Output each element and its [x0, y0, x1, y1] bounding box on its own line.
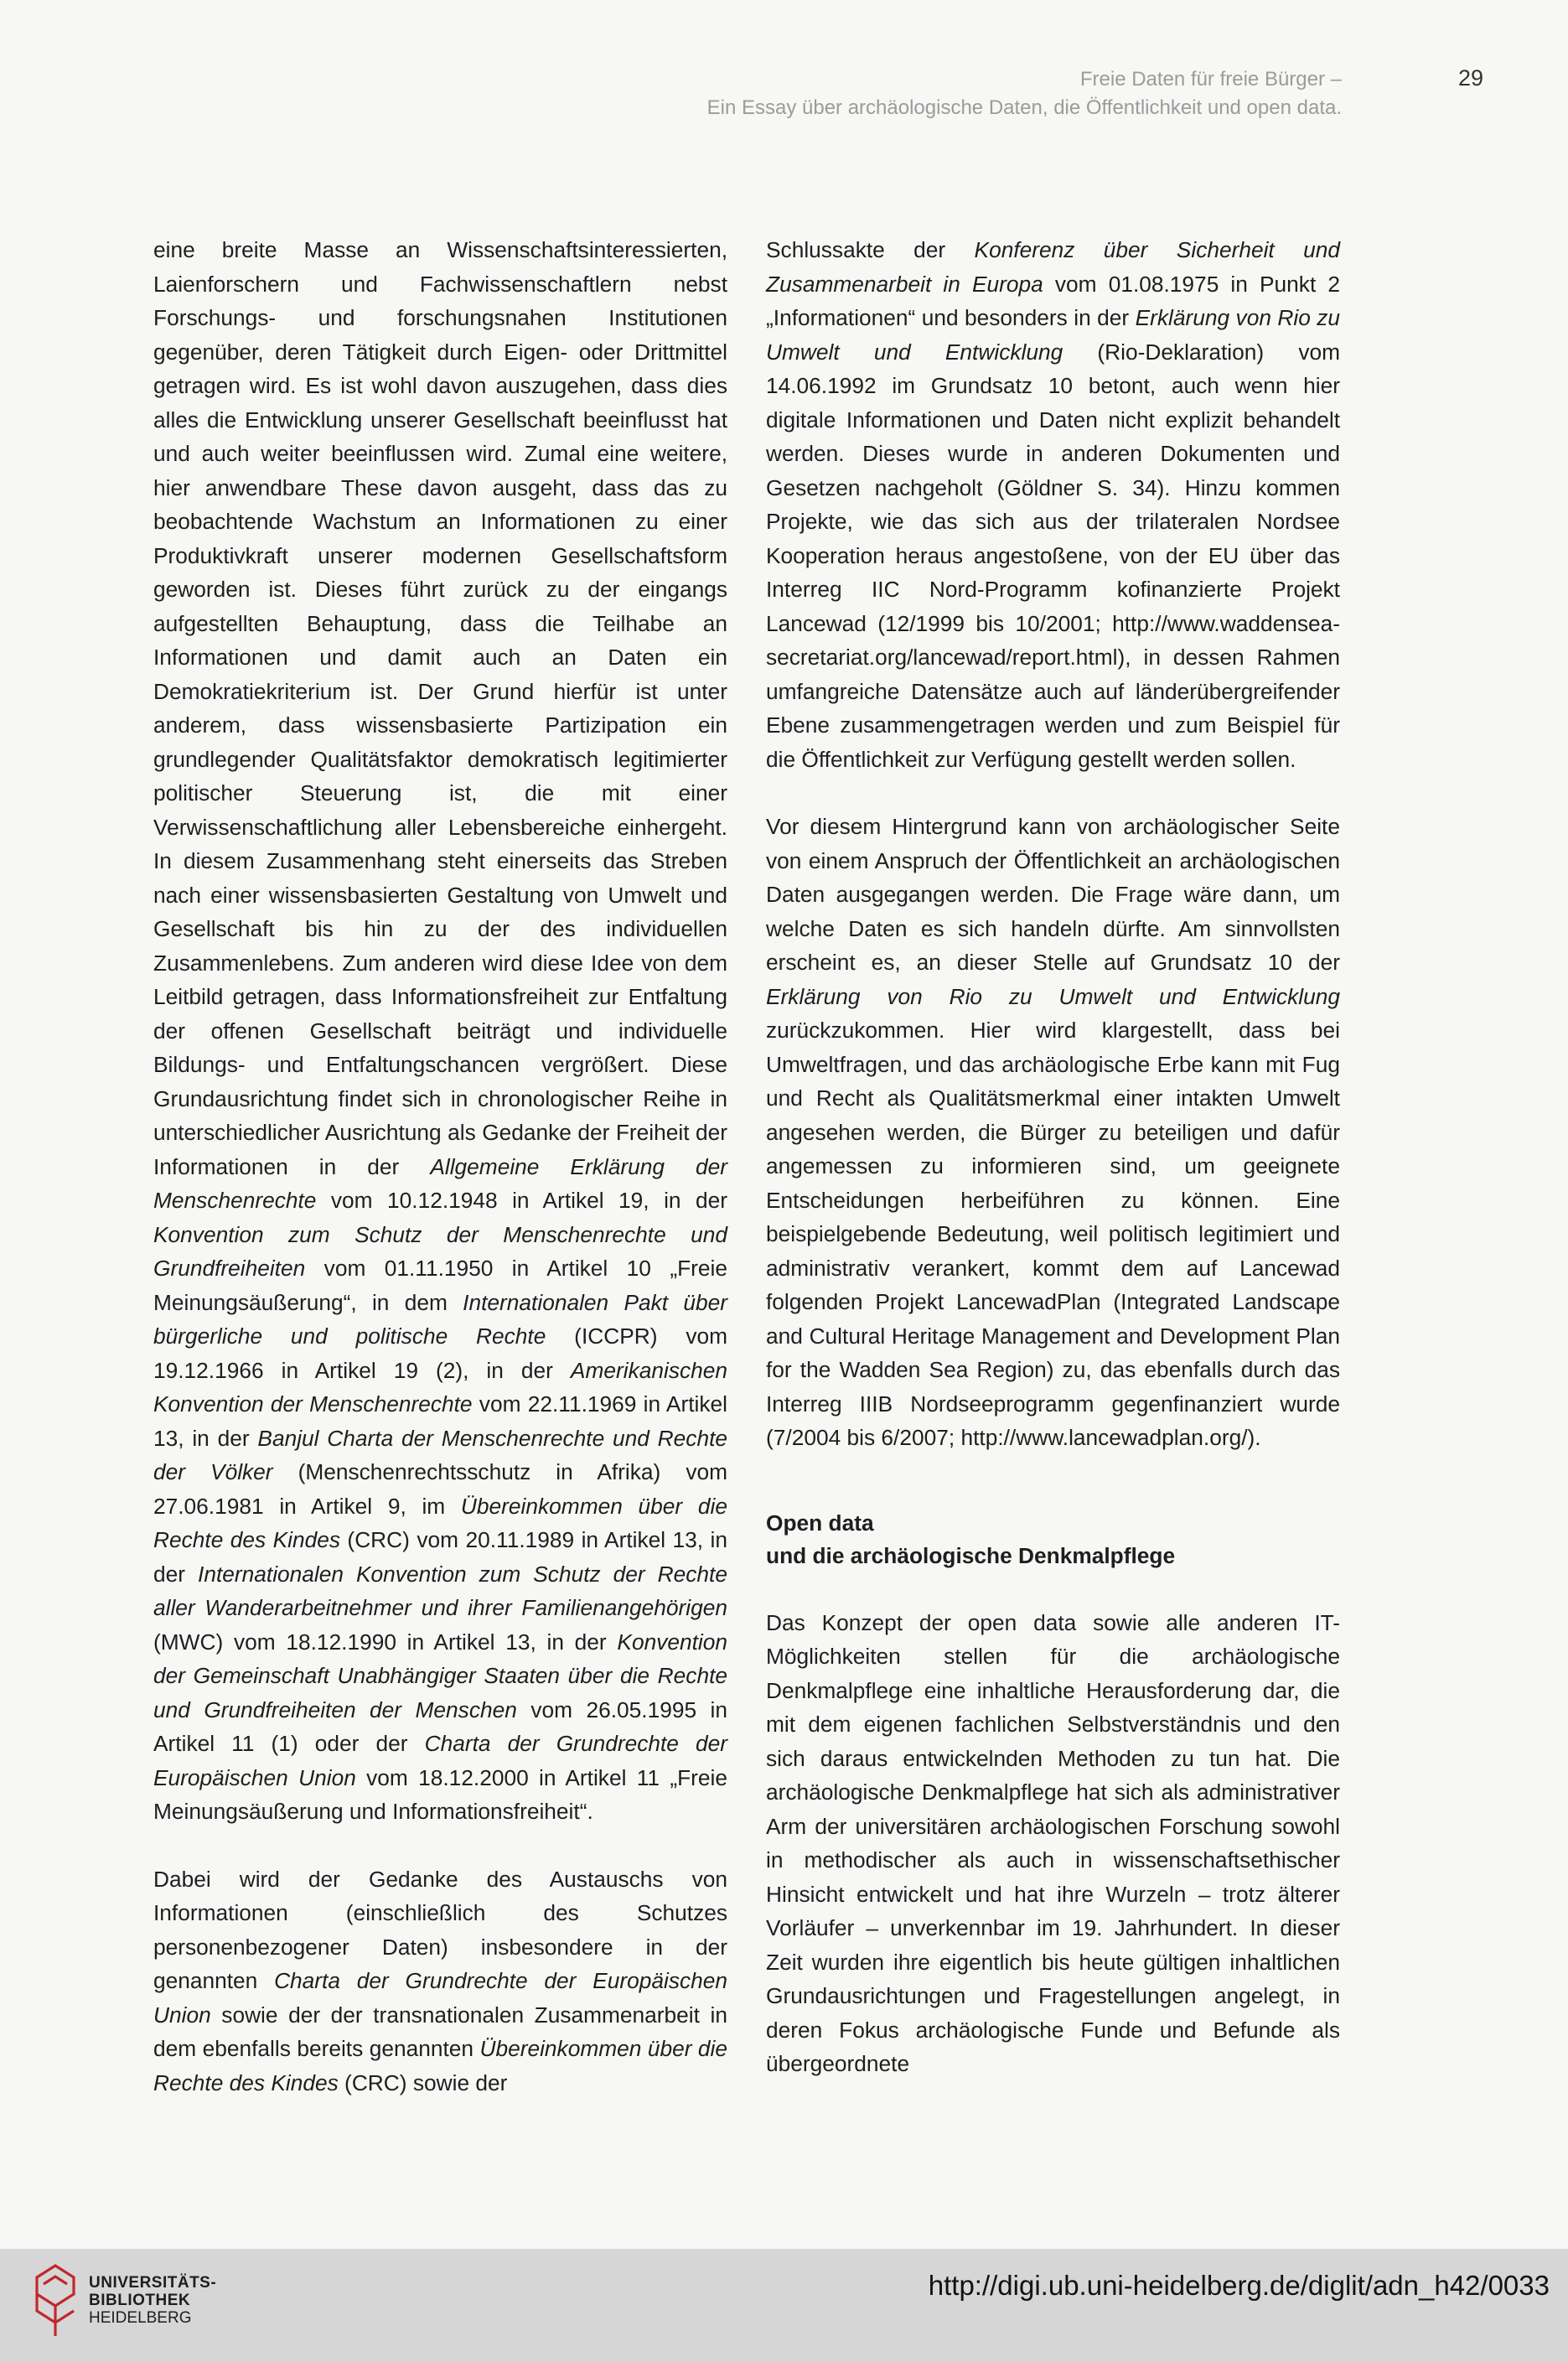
- header-title-line2: Ein Essay über archäologische Daten, die Öffentlichkeit und open data.: [706, 96, 1342, 119]
- text-run: Vor diesem Hintergrund kann von archäologischer Seite von einem Anspruch der Öffentlichkeit an archäologischen Daten ausgegangen werden. Die Frage wäre dann, um welche Daten es sich handeln dürfte. Am sinnvollsten erscheint es, an dieser Stelle auf Grundsatz 10 der: [766, 814, 1340, 975]
- italic-title-run: Erklärung von Rio zu Umwelt und Entwicklung: [766, 305, 1341, 365]
- italic-title-run: Charta der Grundrechte der Europäischen Union: [153, 1968, 727, 2028]
- header-title-line1: Freie Daten für freie Bürger –: [1079, 68, 1342, 91]
- italic-title-run: Übereinkommen über die Rechte des Kindes: [153, 1493, 727, 1552]
- italic-title-run: Amerikanischen Konvention der Menschenrechte: [153, 1357, 727, 1417]
- text-run: (MWC) vom 18.12.1990 in Artikel 13, in der: [153, 1629, 618, 1655]
- text-run: sowie der der transnationalen Zusammenarbeit in dem ebenfalls bereits genannten: [153, 2002, 727, 2061]
- text-run: vom 26.05.1995 in Artikel 11 (1) oder der: [153, 1696, 727, 1756]
- library-name-line2: BIBLIOTHEK: [89, 2292, 191, 2309]
- italic-title-run: Konvention zum Schutz der Menschenrechte und Grundfreiheiten: [153, 1221, 727, 1281]
- text-run: zurückzukommen. Hier wird klargestellt, dass bei Umweltfragen, und das archäologische Erbe kann mit Fug und Recht als Qualitätsmerkmal einer intakten Umwelt angesehen werden, die Bürger zu beteiligen und dafür angemessen zu informieren sind, um geeignete Entscheidungen herbeiführen zu können. Eine beispielgebende Bedeutung, weil politisch legitimiert und administrativ verankert, kommt dem auf Lancewad folgenden Projekt LancewadPlan (Integrated Landscape and Cultural Heritage Management and Development Plan for the Wadden Sea Region) zu, das ebenfalls durch das Interreg IIIB Nordseeprogramm gegenfinanziert wurde (7/2004 bis 6/2007; http://www.lancewadplan.org/).: [766, 1018, 1340, 1450]
- section-heading: [766, 1507, 1340, 1572]
- page-number: 29: [1458, 65, 1484, 91]
- italic-title-run: Internationalen Pakt über bürgerliche und politische Rechte: [153, 1289, 727, 1349]
- permalink-url[interactable]: http://digi.ub.uni-heidelberg.de/diglit/adn_h42/0033: [928, 2270, 1550, 2301]
- italic-title-run: Allgemeine Erklärung der Menschenrechte: [153, 1153, 727, 1213]
- right-column: [766, 233, 1340, 2081]
- text-run: vom 01.08.1975 in Punkt 2 „Informationen“ und besonders in der: [766, 271, 1340, 330]
- text-run: vom 18.12.2000 in Artikel 11 „Freie Meinungsäußerung und Informationsfreiheit“.: [153, 1764, 727, 1824]
- paragraph: [766, 233, 1340, 776]
- paragraph: [766, 810, 1340, 1455]
- text-run: (ICCPR) vom 19.12.1966 in Artikel 19 (2), in der: [153, 1323, 728, 1383]
- running-header: [707, 65, 1342, 122]
- text-run: (Rio-Deklaration) vom 14.06.1992 im Grundsatz 10 betont, auch wenn hier digitale Informationen und Daten nicht explizit behandelt werden. Dieses wurde in anderen Dokumenten und Gesetzen nachgeholt (Göldner S. 34). Hinzu kommen Projekte, wie das sich aus der trilateralen Nordsee Kooperation heraus angestoßene, von der EU über das Interreg IIC Nord-Programm kofinanzierte Projekt Lancewad (12/1999 bis 10/2001; http://www.waddensea-secretariat.org/lancewad/report.html), in dessen Rahmen umfangreiche Datensätze auch auf länderübergreifender Ebene zusammengetragen werden und zum Beispiel für die Öffentlichkeit zur Verfügung gestellt werden sollen.: [766, 339, 1340, 772]
- text-run: vom 22.11.1969 in Artikel 13, in der: [153, 1391, 727, 1451]
- italic-title-run: Charta der Grundrechte der Europäischen Union: [153, 1731, 728, 1790]
- italic-title-run: Konferenz über Sicherheit und Zusammenarbeit in Europa: [766, 237, 1340, 297]
- text-run: eine breite Masse an Wissenschaftsinteressierten, Laienforschern und Fachwissenschaftlern nebst Forschungs- und forschungsnahen Institutionen gegenüber, deren Tätigkeit durch Eigen- oder Drittmittel getragen wird. Es ist wohl davon auszugehen, dass dies alles die Entwicklung unserer Gesellschaft beeinflusst hat und auch weiter beeinflussen wird. Zumal eine weitere, hier anwendbare These davon ausgeht, dass das zu beobachtende Wachstum an Informationen zu einer Produktivkraft unserer modernen Gesellschaftsform geworden ist. Dieses führt zurück zu der eingangs aufgestellten Behauptung, dass die Teilhabe an Informationen und damit auch an Daten ein Demokratiekriterium ist. Der Grund hierfür ist unter anderem, dass wissensbasierte Partizipation ein grundlegender Qualitätsfaktor demokratisch legitimierter politischer Steuerung ist, die mit einer Verwissenschaftlichung aller Lebensbereiche einhergeht. In diesem Zusammenhang steht einerseits das Streben nach einer wissensbasierten Gestaltung von Umwelt und Gesellschaft bis hin zu der des individuellen Zusammenlebens. Zum anderen wird diese Idee von dem Leitbild getragen, dass Informationsfreiheit zur Entfaltung der offenen Gesellschaft beiträgt und individuelle Bildungs- und Entfaltungschancen vergrößert. Diese Grundausrichtung findet sich in chronologischer Reihe in unterschiedlicher Ausrichtung als Gedanke der Freiheit der Informationen in der: [153, 237, 727, 1179]
- text-run: Schlussakte der: [766, 237, 975, 262]
- library-logo-icon: [32, 2259, 79, 2343]
- text-run: Das Konzept der open data sowie alle anderen IT-Möglichkeiten stellen für die archäologische Denkmalpflege eine inhaltliche Herausforderung dar, die mit dem eigenen fachlichen Selbstverständnis und den sich daraus entwickelnden Methoden zu tun hat. Die archäologische Denkmalpflege hat sich als administrativer Arm der universitären archäologischen Forschung sowohl in methodischer als auch in wissenschaftsethischer Hinsicht entwickelt und hat ihre Wurzeln – trotz älterer Vorläufer – unverkennbar im 19. Jahrhundert. In dieser Zeit wurden ihre eigentlich bis heute gültigen inhaltlichen Grundausrichtungen und Fragestellungen angelegt, in deren Fokus archäologische Funde und Befunde als übergeordnete: [766, 1609, 1340, 2076]
- italic-title-run: Übereinkommen über die Rechte des Kindes: [153, 2036, 727, 2095]
- library-name-line1: UNIVERSITÄTS-: [89, 2274, 217, 2292]
- text-run: vom 10.12.1948 in Artikel 19, in der: [316, 1188, 727, 1213]
- library-name-line3: HEIDELBERG: [89, 2309, 192, 2327]
- text-run: (Menschenrechtsschutz in Afrika) vom 27.06.1981 in Artikel 9, im: [153, 1459, 727, 1519]
- italic-title-run: Erklärung von Rio zu Umwelt und Entwicklung: [766, 983, 1340, 1009]
- italic-title-run: Banjul Charta der Menschenrechte und Rechte der Völker: [153, 1425, 727, 1484]
- italic-title-run: Konvention der Gemeinschaft Unabhängiger Staaten über die Rechte und Grundfreiheiten der Menschen: [153, 1629, 727, 1722]
- footer-bar: [0, 2249, 1568, 2362]
- paragraph: [153, 233, 727, 1829]
- library-name: [89, 2274, 216, 2327]
- paragraph: [153, 1862, 727, 2100]
- paragraph: [766, 1606, 1340, 2081]
- italic-title-run: Internationalen Konvention zum Schutz der Rechte aller Wanderarbeitnehmer und ihrer Familienangehörigen: [153, 1561, 727, 1620]
- text-run: (CRC) sowie der: [338, 2069, 508, 2095]
- left-column: [153, 233, 727, 2100]
- text-run: vom 01.11.1950 in Artikel 10 „Freie Meinungsäußerung“, in dem: [153, 1256, 727, 1315]
- text-run: (CRC) vom 20.11.1989 in Artikel 13, in der: [153, 1527, 727, 1587]
- section-heading-line1: Open data: [766, 1510, 874, 1536]
- section-heading-line2: und die archäologische Denkmalpflege: [766, 1542, 1176, 1568]
- text-run: Dabei wird der Gedanke des Austauschs von Informationen (einschließlich des Schutzes personenbezogener Daten) insbesondere in der genannten: [153, 1866, 727, 1993]
